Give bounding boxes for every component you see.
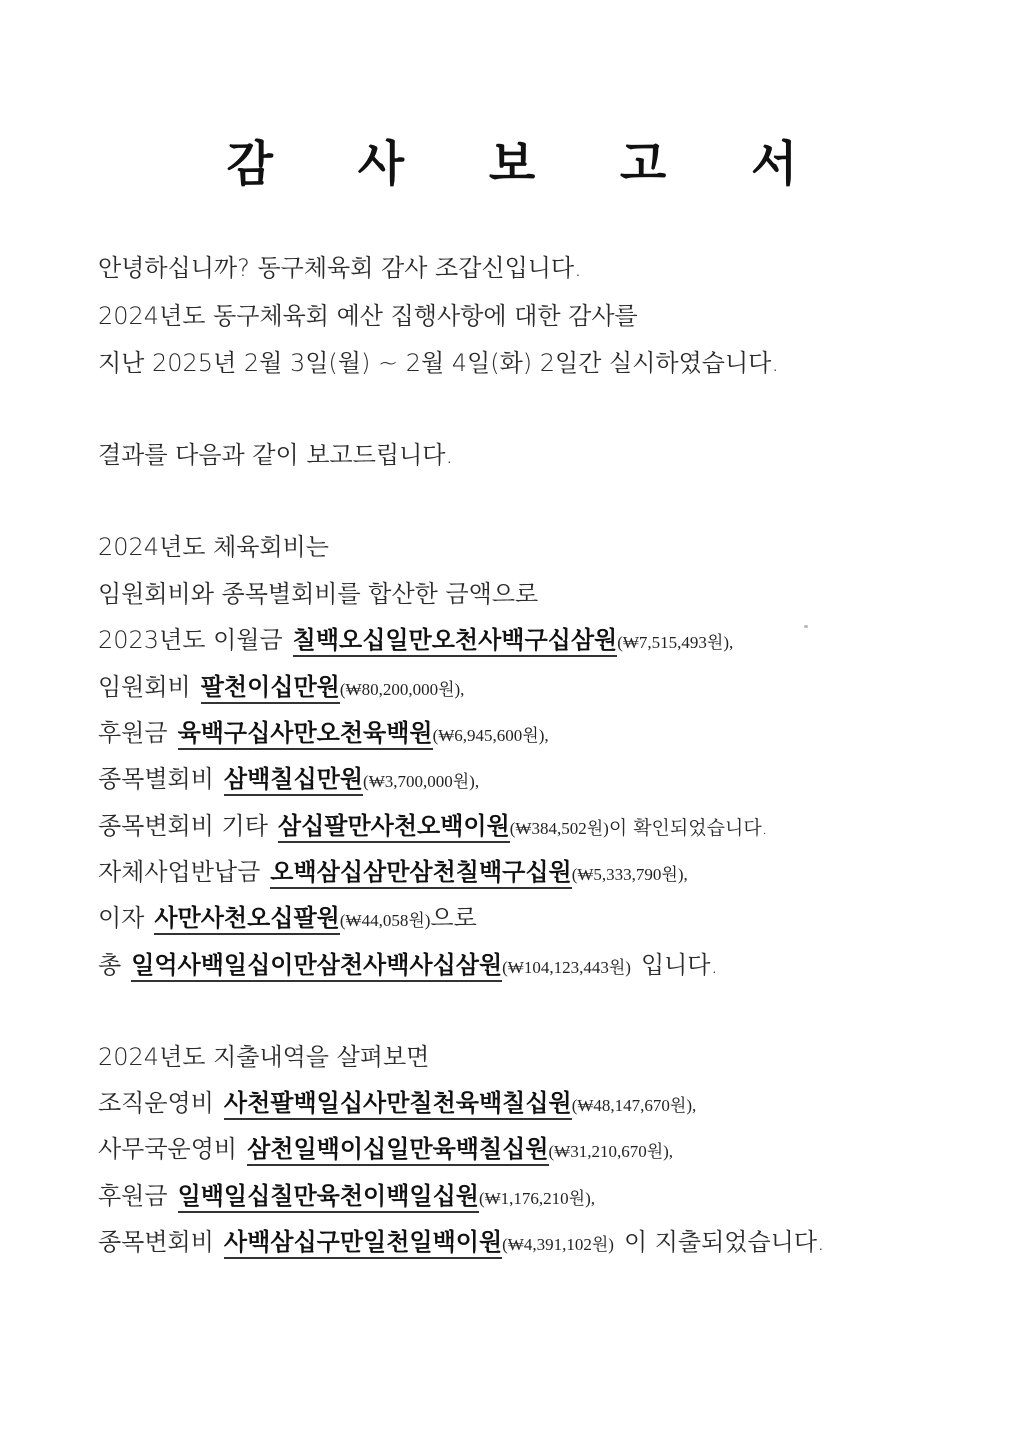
income-item <box>98 898 477 933</box>
amount-korean: 사만사천오십팔원 <box>154 904 339 935</box>
amount-number: (₩5,333,790원), <box>571 865 688 884</box>
amount-number: (₩44,058원) <box>339 911 431 930</box>
amount-number: (₩4,391,102원) <box>502 1235 614 1254</box>
scan-speck <box>804 625 808 628</box>
amount-number: (₩7,515,493원), <box>617 633 734 652</box>
item-label: 종목별회비 <box>98 765 214 793</box>
amount-number: (₩48,147,670원), <box>571 1096 697 1115</box>
item-suffix: 으로 <box>430 904 477 932</box>
income-item <box>98 806 768 841</box>
item-label: 2023년도 이월금 <box>98 626 283 654</box>
expense-item <box>98 1129 673 1164</box>
income-item <box>98 759 479 794</box>
income-total <box>98 945 718 980</box>
expense-item <box>98 1083 696 1118</box>
amount-number: (₩6,945,600원), <box>432 726 549 745</box>
intro-line-3: 지난 2025년 2월 3일(월) ~ 2월 4일(화) 2일간 실시하였습니다. <box>98 349 779 377</box>
intro-line-2: 2024년도 동구체육회 예산 집행사항에 대한 감사를 <box>98 302 638 330</box>
amount-number: (₩104,123,443원) <box>502 958 631 977</box>
item-label: 이자 <box>98 904 145 932</box>
item-label: 자체사업반납금 <box>98 858 261 886</box>
document-title: 감 사 보 고 서 <box>226 136 832 192</box>
item-label: 임원회비 <box>98 673 191 701</box>
amount-korean: 사천팔백일십사만칠천육백칠십원 <box>224 1089 572 1120</box>
amount-korean: 일백일십칠만육천이백일십원 <box>178 1182 479 1213</box>
amount-number: (₩3,700,000원), <box>363 772 480 791</box>
income-item <box>98 852 688 887</box>
income-item <box>98 713 549 748</box>
amount-number: (₩384,502원) <box>509 819 609 838</box>
expense-item <box>98 1176 595 1211</box>
result-line: 결과를 다음과 같이 보고드립니다. <box>98 441 454 469</box>
item-label: 조직운영비 <box>98 1089 214 1117</box>
amount-korean: 칠백오십일만오천사백구십삼원 <box>293 626 618 657</box>
item-label: 종목변회비 <box>98 1228 214 1256</box>
amount-korean: 삼십팔만사천오백이원 <box>278 812 510 843</box>
income-heading-2: 임원회비와 종목별회비를 합산한 금액으로 <box>98 580 539 608</box>
amount-korean: 삼백칠십만원 <box>224 765 363 796</box>
item-label: 사무국운영비 <box>98 1135 238 1163</box>
item-suffix: 이 확인되었습니다. <box>608 817 768 839</box>
item-label: 총 <box>98 951 122 979</box>
amount-korean: 팔천이십만원 <box>201 673 340 704</box>
expense-heading: 2024년도 지출내역을 살펴보면 <box>98 1043 430 1071</box>
intro-line-1: 안녕하십니까? 동구체육회 감사 조갑신입니다. <box>98 254 582 282</box>
amount-number: (₩31,210,670원), <box>548 1142 674 1161</box>
income-heading-1: 2024년도 체육회비는 <box>98 533 329 561</box>
amount-number: (₩1,176,210원), <box>478 1189 596 1208</box>
amount-korean: 일억사백일십이만삼천사백사십삼원 <box>131 951 502 982</box>
item-suffix: 입니다. <box>640 951 719 979</box>
amount-korean: 사백삼십구만일천일백이원 <box>224 1228 502 1259</box>
amount-korean: 삼천일백이십일만육백칠십원 <box>247 1135 548 1166</box>
item-suffix: 이 지출되었습니다. <box>623 1228 825 1256</box>
item-label: 종목변회비 기타 <box>98 812 268 840</box>
amount-korean: 오백삼십삼만삼천칠백구십원 <box>270 858 571 889</box>
expense-item <box>98 1222 825 1257</box>
amount-number: (₩80,200,000원), <box>339 680 465 699</box>
item-label: 후원금 <box>98 1182 168 1210</box>
amount-korean: 육백구십사만오천육백원 <box>178 719 433 750</box>
income-item <box>98 667 464 702</box>
item-label: 후원금 <box>98 719 168 747</box>
income-item <box>98 620 733 655</box>
